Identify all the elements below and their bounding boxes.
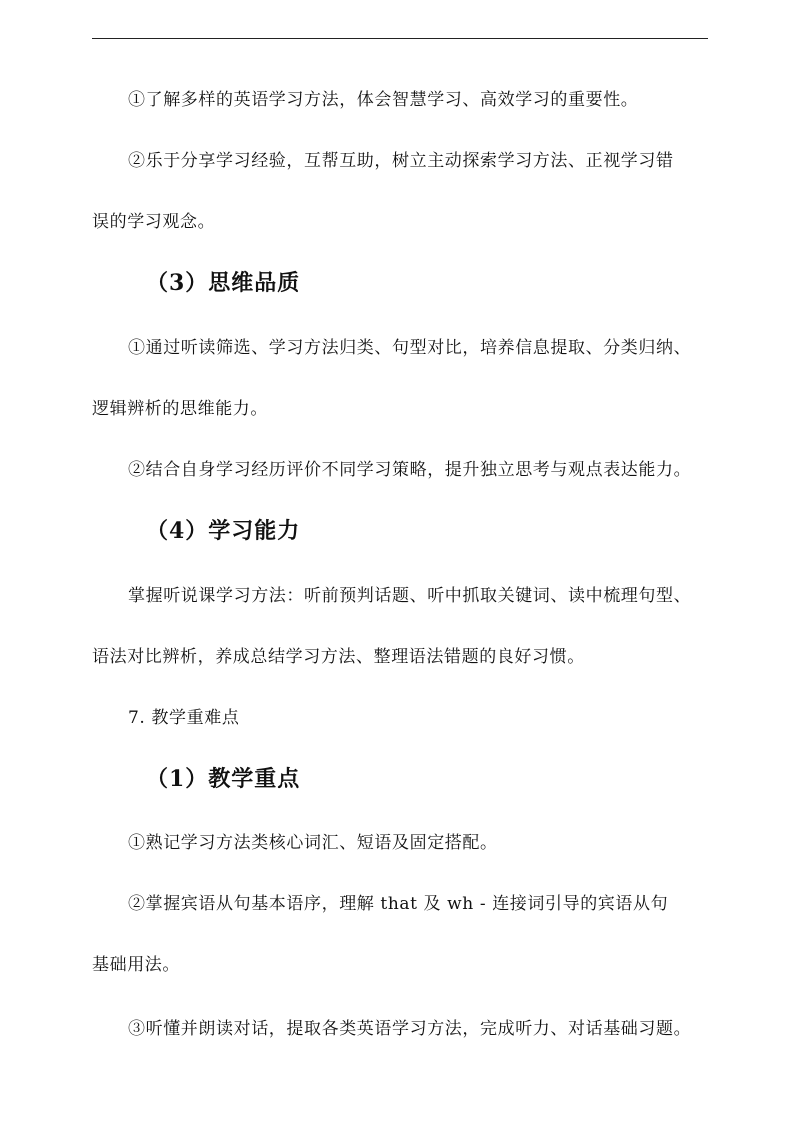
paragraph-line: 误的学习观念。: [92, 212, 216, 232]
section-heading-learning-ability: （4）学习能力: [146, 518, 301, 544]
paragraph-line: 语法对比辨析，养成总结学习方法、整理语法错题的良好习惯。: [92, 647, 585, 667]
paragraph-line: ①通过听读筛选、学习方法归类、句型对比，培养信息提取、分类归纳、: [128, 338, 692, 358]
paragraph-line: ①熟记学习方法类核心词汇、短语及固定搭配。: [128, 833, 498, 853]
paragraph-line: 掌握听说课学习方法：听前预判话题、听中抓取关键词、读中梳理句型、: [128, 586, 692, 606]
paragraph-line: 基础用法。: [92, 955, 180, 975]
paragraph-line: ②乐于分享学习经验，互帮互助，树立主动探索学习方法、正视学习错: [128, 151, 674, 171]
section-heading-thinking: （3）思维品质: [146, 270, 301, 296]
header-rule: [92, 38, 708, 39]
paragraph-line: ③听懂并朗读对话，提取各类英语学习方法，完成听力、对话基础习题。: [128, 1019, 692, 1039]
section-number-heading: 7. 教学重难点: [128, 708, 240, 728]
paragraph-line: ①了解多样的英语学习方法，体会智慧学习、高效学习的重要性。: [128, 90, 639, 110]
paragraph-line: 逻辑辨析的思维能力。: [92, 399, 268, 419]
section-heading-key-points: （1）教学重点: [146, 766, 301, 792]
paragraph-line: ②掌握宾语从句基本语序，理解 that 及 wh - 连接词引导的宾语从句: [128, 894, 669, 914]
paragraph-line: ②结合自身学习经历评价不同学习策略，提升独立思考与观点表达能力。: [128, 460, 692, 480]
